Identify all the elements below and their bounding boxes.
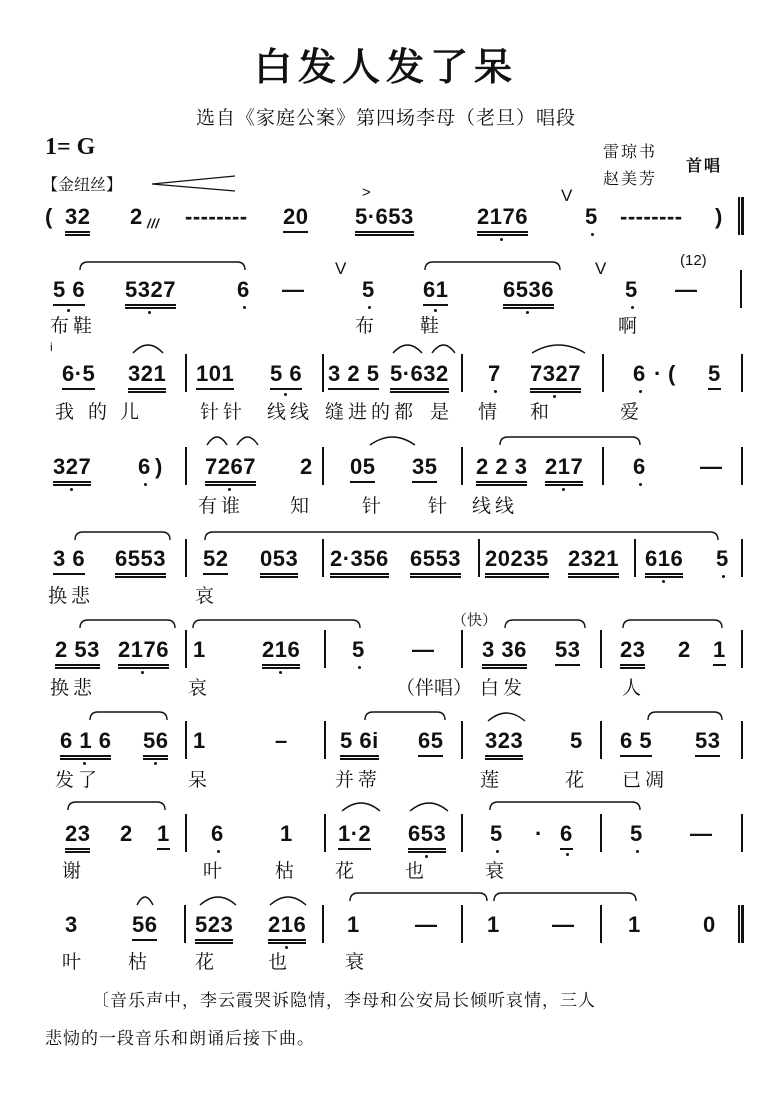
lyric: 线线 — [472, 496, 519, 517]
note-group: 6 — [633, 361, 646, 387]
tie — [393, 345, 422, 353]
note-group: 1 — [193, 728, 206, 753]
note-group: 5 — [630, 821, 643, 847]
note-group: 2176 — [118, 637, 169, 669]
note-group: · — [535, 821, 543, 846]
note-group: 5·653 — [355, 204, 414, 236]
note-group: 1 — [193, 637, 206, 662]
note-group: 65 — [418, 728, 443, 757]
lyric: 爱 — [620, 402, 644, 423]
note-group: 20 — [283, 204, 308, 233]
note-group: -------- — [620, 204, 683, 229]
note-group: 216 — [262, 637, 300, 669]
lyric: 啊 — [618, 316, 642, 337]
lyric: 换悲 — [48, 586, 95, 607]
lyric: 情 — [478, 402, 502, 423]
tune-label: 【金纽丝】 — [42, 177, 123, 194]
key-signature: 1= G — [45, 134, 96, 160]
note-group: 3 6 — [53, 546, 85, 575]
note-group: — — [415, 912, 438, 937]
note-group: 6536 — [503, 277, 554, 309]
note-group: 1 — [628, 912, 641, 937]
note-group: 5 — [490, 821, 503, 847]
note-group: 5 — [708, 361, 721, 390]
note-group: 523 — [195, 912, 233, 944]
song-title: 白发人发了呆 — [253, 44, 518, 89]
note-group: ( — [668, 361, 676, 386]
singers-role: 首唱 — [686, 156, 723, 175]
note-group: 053 — [260, 546, 298, 578]
tie — [270, 897, 306, 905]
note-group: 5 — [625, 277, 638, 303]
tie — [432, 345, 455, 353]
lyric: 发了 — [55, 770, 102, 791]
slur — [75, 532, 170, 540]
note-group: 52 — [203, 546, 228, 575]
lyric: 枯 — [275, 861, 299, 882]
slur — [425, 262, 560, 270]
breath-mark: V — [335, 259, 347, 278]
note-group: 5 — [716, 546, 729, 572]
tie — [237, 437, 258, 445]
lyric: 有谁 — [198, 496, 245, 517]
note-group: 321 — [128, 361, 166, 393]
note-group: 2321 — [568, 546, 619, 578]
note-group: 7267 — [205, 454, 256, 486]
lyric: 针 — [428, 496, 452, 517]
note-group: 1 — [280, 821, 293, 846]
slur — [500, 437, 640, 445]
lyric: 莲 — [480, 770, 504, 791]
note-group: 2 — [678, 637, 691, 662]
stage-direction-line-2: 悲恸的一段音乐和朗诵后接下曲。 — [45, 1029, 315, 1048]
tie — [342, 803, 380, 811]
note-group: 6 — [633, 454, 646, 480]
lyric: 已凋 — [622, 770, 669, 791]
note-group: 3 2 5 — [328, 361, 379, 390]
lyric: 和 — [530, 402, 554, 423]
note-group: 217 — [545, 454, 583, 486]
singer-name-1: 雷琼书 — [603, 142, 658, 161]
note-group: 1 — [157, 821, 170, 850]
slur — [68, 802, 165, 810]
note-group: ) — [155, 454, 163, 479]
note-group: /// — [147, 216, 160, 231]
note-group: 6 — [560, 821, 573, 850]
lyric: 哀 — [195, 586, 219, 607]
slur — [350, 893, 487, 901]
note-group: 23 — [620, 637, 645, 669]
tie — [133, 345, 163, 353]
lyric: 哀 — [188, 678, 212, 699]
note-group: — — [700, 454, 723, 479]
note-group: 20235 — [485, 546, 549, 578]
note-group: 3 — [65, 912, 78, 937]
slur — [490, 802, 640, 810]
lyric: 换悲 — [50, 678, 97, 699]
note-group: 1 — [487, 912, 500, 937]
lyric: 花 — [565, 770, 589, 791]
lyric: 针 — [362, 496, 386, 517]
breath-mark: V — [561, 186, 573, 205]
note-group: 56 — [143, 728, 168, 760]
lyric: 是 — [430, 402, 454, 423]
annotation: （快） — [452, 612, 498, 629]
note-group: 2 — [120, 821, 133, 846]
lyric: 线线 — [267, 402, 314, 423]
tie — [370, 437, 415, 445]
slur — [90, 712, 167, 720]
lyric: 叶 — [62, 952, 86, 973]
lyric: 针针 — [200, 402, 247, 423]
tie — [532, 345, 585, 353]
note-group: — — [412, 637, 435, 662]
lyric: 白发 — [480, 678, 527, 699]
note-group: 6 — [237, 277, 250, 303]
note-group: 323 — [485, 728, 523, 760]
note-group: 5 — [362, 277, 375, 303]
note-group: 5 6 — [53, 277, 85, 306]
note-group: — — [552, 912, 575, 937]
note-group: 05 — [350, 454, 375, 483]
song-subtitle: 选自《家庭公案》第四场李母（老旦）唱段 — [195, 107, 576, 129]
note-group: 53 — [695, 728, 720, 757]
note-group: 53 — [555, 637, 580, 666]
slur — [623, 620, 722, 628]
note-group: 6 — [138, 454, 151, 480]
note-group: 6553 — [410, 546, 461, 578]
note-group: 6553 — [115, 546, 166, 578]
note-group: 6 — [211, 821, 224, 847]
note-group: 3 36 — [482, 637, 527, 669]
note-group: ( — [45, 204, 53, 229]
note-group: 2 2 3 — [476, 454, 527, 486]
note-group: 5 6i — [340, 728, 379, 760]
lyric: 衰 — [485, 861, 509, 882]
lyric: 缝进的都 — [325, 402, 418, 423]
slur — [205, 532, 718, 540]
lyric: 也 — [268, 952, 292, 973]
note-group: 32 — [65, 204, 90, 236]
note-group: 6 1 6 — [60, 728, 111, 760]
slur — [505, 620, 585, 628]
note-group: 101 — [196, 361, 234, 390]
note-group: 5327 — [125, 277, 176, 309]
tie — [137, 897, 153, 905]
lyric: 枯 — [128, 952, 152, 973]
annotation: > — [362, 184, 371, 201]
tie — [200, 897, 236, 905]
lyric: 鞋 — [420, 316, 444, 337]
stage-direction-line-1: 〔音乐声中，李云霞哭诉隐情，李母和公安局长倾听哀情，三人 — [92, 991, 596, 1010]
lyric: 衰 — [345, 952, 369, 973]
note-group: 327 — [53, 454, 91, 486]
tie — [410, 803, 448, 811]
annotation: (12) — [680, 252, 707, 269]
lyric: 布鞋 — [50, 316, 97, 337]
slur — [648, 712, 722, 720]
breath-mark: V — [595, 259, 607, 278]
note-group: 56 — [132, 912, 157, 941]
lyric: 的 — [88, 402, 112, 423]
note-group: — — [282, 277, 305, 302]
note-group: 1 — [347, 912, 360, 937]
note-group: 7 — [488, 361, 501, 387]
note-group: 35 — [412, 454, 437, 483]
lyric: 知 — [290, 496, 314, 517]
note-group: 5 6 — [270, 361, 302, 390]
note-group: 5 — [570, 728, 583, 753]
note-group: 6·5 — [62, 361, 95, 390]
slur — [80, 262, 245, 270]
note-group: 216 — [268, 912, 306, 944]
note-group: 1 — [713, 637, 726, 666]
slur — [193, 620, 360, 628]
note-group: ) — [715, 204, 723, 229]
note-group: 2 — [130, 204, 143, 229]
lyric: 布 — [355, 316, 379, 337]
note-group: 2·356 — [330, 546, 389, 578]
note-group: 653 — [408, 821, 446, 853]
singer-name-2: 赵美芳 — [603, 169, 658, 188]
lyric: 花 — [195, 952, 219, 973]
note-group: 23 — [65, 821, 90, 853]
slur — [494, 893, 636, 901]
note-group: 2 — [300, 454, 313, 479]
tie — [207, 437, 227, 445]
note-group: 5 — [585, 204, 598, 230]
lyric: 我 — [55, 402, 79, 423]
note-group: — — [675, 277, 698, 302]
lyric: 儿 — [120, 402, 144, 423]
note-group: 7327 — [530, 361, 581, 393]
note-group: 6 5 — [620, 728, 652, 757]
note-group: 5·632 — [390, 361, 449, 393]
lyric: 叶 — [203, 861, 227, 882]
note-group: 2 53 — [55, 637, 100, 669]
note-group: 5 — [352, 637, 365, 663]
lyric: 人 — [622, 678, 646, 699]
note-group: 2176 — [477, 204, 528, 236]
lyric: 花 — [335, 861, 359, 882]
note-group: 616 — [645, 546, 683, 578]
slur — [80, 620, 175, 628]
lyric: 谢 — [62, 861, 86, 882]
note-group: · — [654, 361, 662, 386]
note-group: 61 — [423, 277, 448, 306]
note-group: 1·2 — [338, 821, 371, 850]
lyric: 并蒂 — [335, 770, 382, 791]
lyric: 呆 — [188, 770, 212, 791]
lyric: （伴唱） — [396, 678, 473, 699]
note-group: -------- — [185, 204, 248, 229]
note-group: 0 — [703, 912, 716, 937]
note-group: – — [275, 728, 288, 753]
note-group: — — [690, 821, 713, 846]
lyric: 也 — [405, 861, 429, 882]
tie — [488, 713, 525, 721]
slur — [365, 712, 445, 720]
annotation: i — [50, 340, 53, 354]
